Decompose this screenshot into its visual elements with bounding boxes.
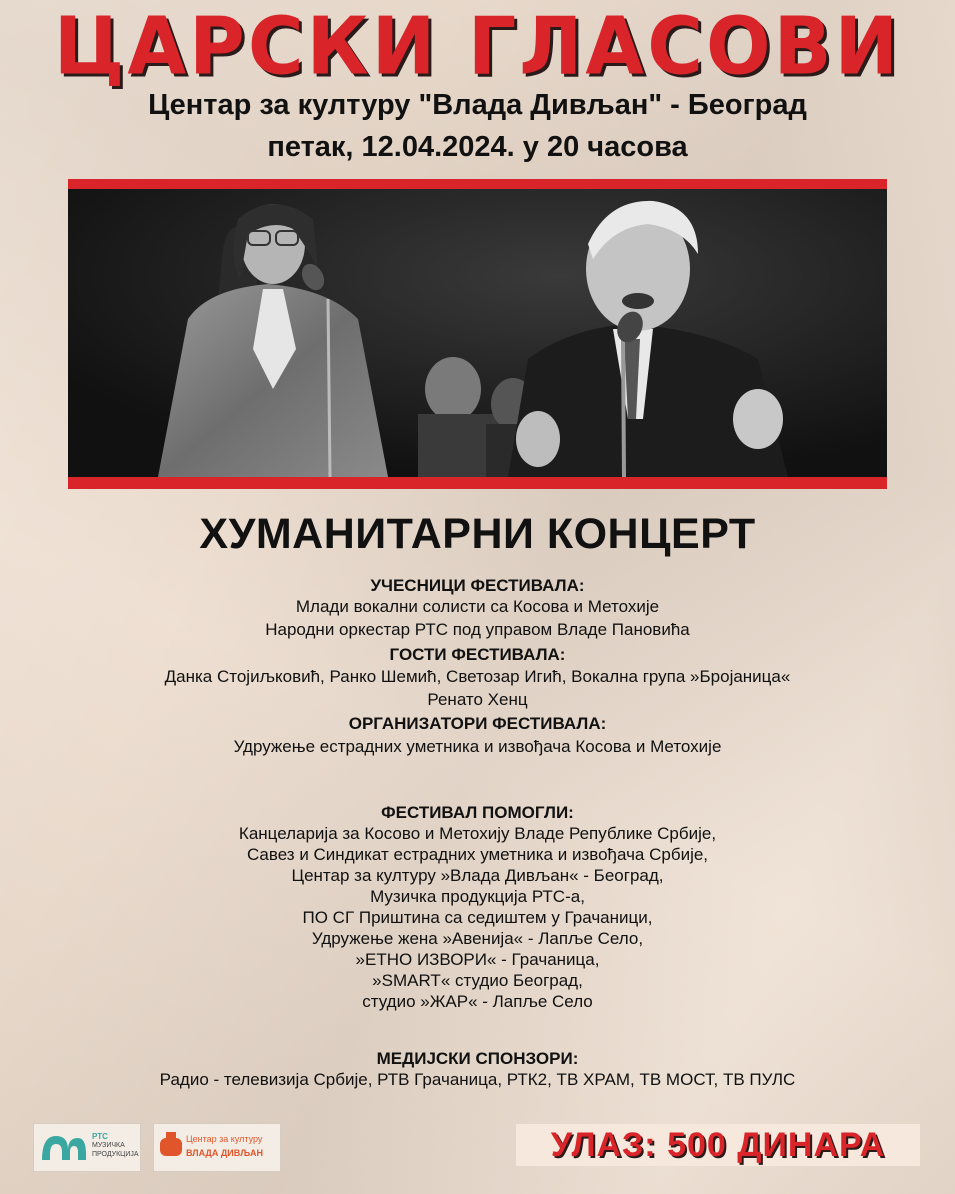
guests-line-1: Данка Стојиљковић, Ранко Шемић, Светозар Игић, Вокална група »Бројаница« (164, 667, 791, 686)
helpers-line-6: Удружење жена »Авенија« - Лапље Село, (311, 929, 644, 948)
concert-subtitle: ХУМАНИТАРНИ КОНЦЕРТ (199, 510, 756, 558)
helpers-line-3: Центар за културу »Влада Дивљан« - Београд, (291, 866, 664, 885)
helpers-line-9: студио »ЖАР« - Лапље Село (362, 992, 593, 1011)
cultural-center-text-2: ВЛАДА ДИВЉАН (186, 1148, 264, 1158)
performers-photo-illustration (68, 189, 887, 477)
cultural-center-logo (153, 1123, 281, 1172)
poster-title: ЦАРСКИ ГЛАСОВИ (53, 0, 902, 93)
media-line-1: Радио - телевизија Србије, РТВ Грачаница, РТК2, ТВ ХРАМ, ТВ МОСТ, ТВ ПУЛС (159, 1070, 796, 1089)
helpers-line-1: Канцеларија за Косово и Метохију Владе Републике Србије, (238, 824, 717, 843)
rts-logo-text-1: РТС (92, 1132, 108, 1141)
helpers-line-8: »SMART« студио Београд, (372, 971, 583, 990)
participants-line-1: Млади вокални солисти са Косова и Метохије (295, 597, 660, 616)
helpers-line-4: Музичка продукција РТС-а, (370, 887, 585, 906)
participants-line-2: Народни оркестар РТС под управом Владе Пановића (265, 620, 690, 639)
photo-frame (68, 179, 887, 489)
date-line: петак, 12.04.2024. у 20 часова (267, 131, 688, 163)
helpers-line-7: »ЕТНО ИЗВОРИ« - Грачаница, (355, 950, 600, 969)
helpers-line-5: ПО СГ Приштина са седиштем у Грачаници, (302, 908, 653, 927)
helpers-heading: ФЕСТИВАЛ ПОМОГЛИ: (381, 803, 574, 822)
organizers-heading: ОРГАНИЗАТОРИ ФЕСТИВАЛА: (348, 714, 607, 733)
entry-price: УЛАЗ: 500 ДИНАРА (516, 1124, 920, 1166)
rts-logo-text-2: МУЗИЧКА (92, 1142, 125, 1149)
performers-photo (68, 189, 887, 477)
venue-line: Центар за културу "Влада Дивљан" - Београд (148, 89, 807, 121)
guests-heading: ГОСТИ ФЕСТИВАЛА: (389, 645, 566, 664)
helpers-line-2: Савез и Синдикат естрадних уметника и извођача Србије, (246, 845, 709, 864)
participants-heading: УЧЕСНИЦИ ФЕСТИВАЛА: (370, 576, 585, 595)
media-heading: МЕДИЈСКИ СПОНЗОРИ: (376, 1049, 579, 1068)
cultural-center-text-1: Центар за културу (186, 1134, 263, 1144)
organizers-line-1: Удружење естрадних уметника и извођача Косова и Метохије (233, 737, 722, 756)
guitar-icon (156, 1124, 186, 1171)
rts-music-production-logo (33, 1123, 141, 1172)
rts-logo-text-3: ПРОДУКЦИЈА (92, 1151, 139, 1158)
guests-line-2: Ренато Хенц (427, 690, 528, 709)
